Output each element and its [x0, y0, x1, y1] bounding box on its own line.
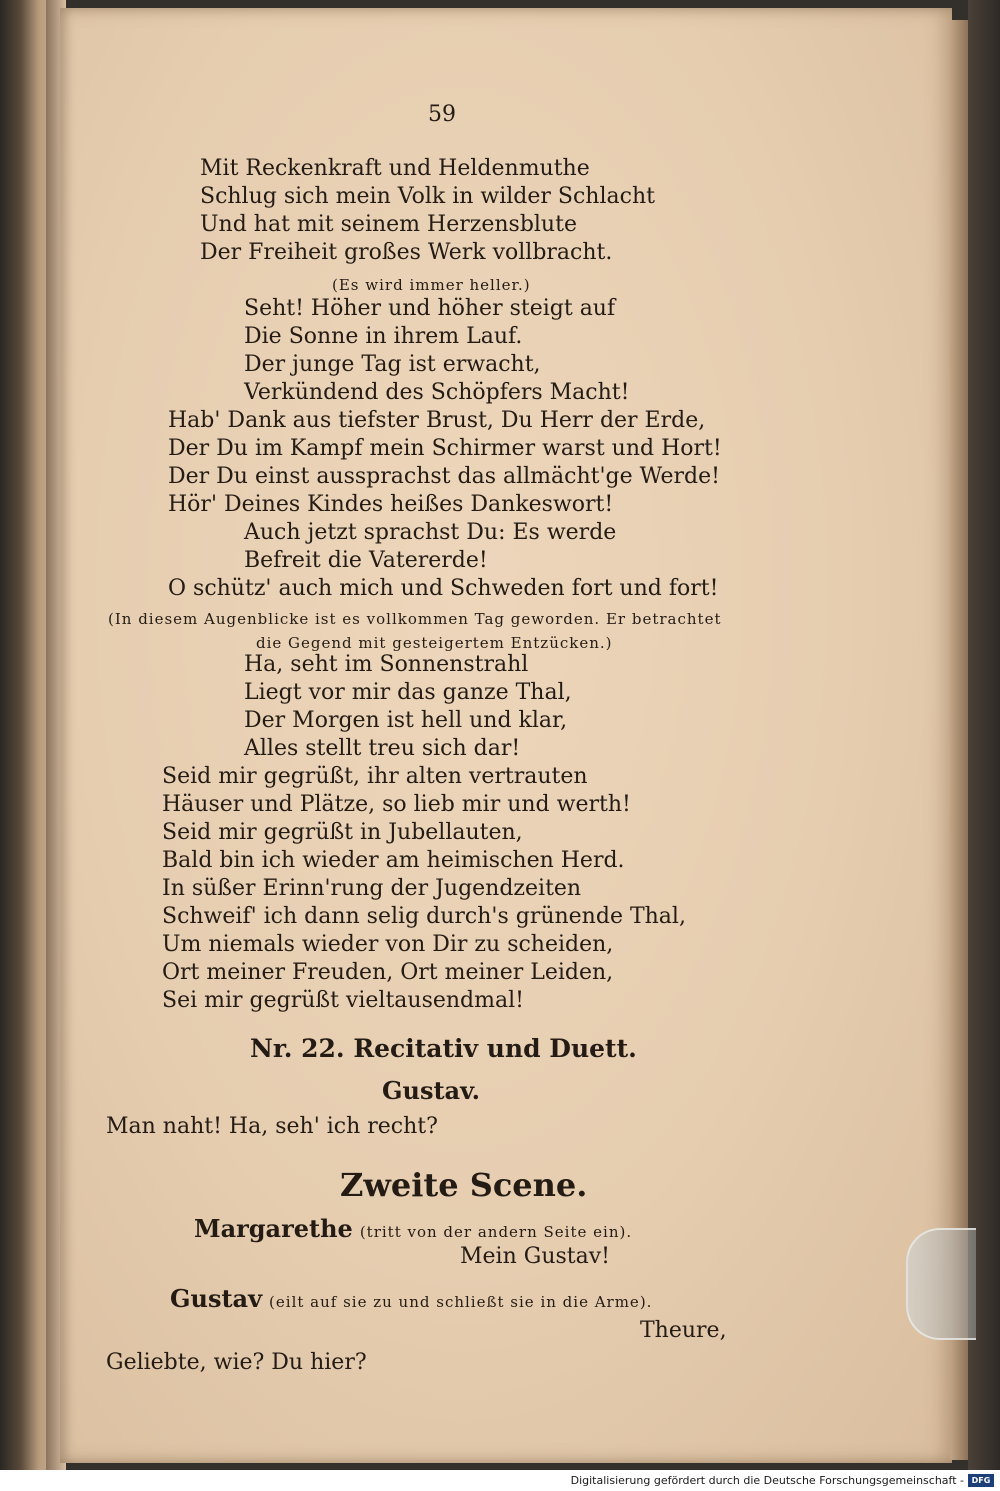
- verse-line: O schütz' auch mich und Schweden fort und fort!: [168, 576, 719, 601]
- page-number: 59: [428, 102, 456, 127]
- number-heading: Nr. 22. Recitativ und Duett.: [250, 1034, 637, 1063]
- verse-line: Um niemals wieder von Dir zu scheiden,: [162, 932, 614, 957]
- speaker-name: Margarethe: [194, 1214, 353, 1243]
- dialogue-line: Man naht! Ha, seh' ich recht?: [106, 1114, 438, 1139]
- verse-line: Der junge Tag ist erwacht,: [244, 352, 541, 377]
- verse-line: Hör' Deines Kindes heißes Dankeswort!: [168, 492, 614, 517]
- dialogue-line: Mein Gustav!: [460, 1244, 611, 1269]
- verse-line: Liegt vor mir das ganze Thal,: [244, 680, 572, 705]
- dialogue-line: Geliebte, wie? Du hier?: [106, 1350, 367, 1375]
- footer-credit: [0, 1470, 1000, 1491]
- verse-line: Auch jetzt sprachst Du: Es werde: [244, 520, 617, 545]
- verse-line: Seht! Höher und höher steigt auf: [244, 296, 616, 321]
- verse-line: Schlug sich mein Volk in wilder Schlacht: [200, 184, 655, 209]
- verse-line: Seid mir gegrüßt in Jubellauten,: [162, 820, 523, 845]
- verse-line: Befreit die Vatererde!: [244, 548, 488, 573]
- verse-line: Schweif' ich dann selig durch's grünende Thal,: [162, 904, 686, 929]
- verse-line: Hab' Dank aus tiefster Brust, Du Herr der Erde,: [168, 408, 706, 433]
- speaker-name: Gustav: [170, 1284, 263, 1313]
- verse-line: Und hat mit seinem Herzensblute: [200, 212, 577, 237]
- scene-title: Zweite Scene.: [340, 1166, 588, 1204]
- verse-line: Bald bin ich wieder am heimischen Herd.: [162, 848, 625, 873]
- speaker-name: Gustav.: [382, 1076, 480, 1105]
- stage-direction: (In diesem Augenblicke ist es vollkommen Tag geworden. Er betrachtet: [108, 610, 722, 628]
- verse-line: Verkündend des Schöpfers Macht!: [244, 380, 630, 405]
- verse-line: Der Freiheit großes Werk vollbracht.: [200, 240, 613, 265]
- verse-line: Ha, seht im Sonnenstrahl: [244, 652, 529, 677]
- stage-direction: (eilt auf sie zu und schließt sie in die Arme).: [269, 1293, 653, 1311]
- book-spine-left: [0, 0, 52, 1470]
- verse-line: Häuser und Plätze, so lieb mir und werth!: [162, 792, 631, 817]
- verse-line: Ort meiner Freuden, Ort meiner Leiden,: [162, 960, 614, 985]
- verse-line: Seid mir gegrüßt, ihr alten vertrauten: [162, 764, 588, 789]
- verse-line: Mit Reckenkraft und Heldenmuthe: [200, 156, 590, 181]
- dfg-logo: DFG: [968, 1474, 994, 1487]
- verse-line: Die Sonne in ihrem Lauf.: [244, 324, 523, 349]
- verse-line: Sei mir gegrüßt vieltausendmal!: [162, 988, 524, 1013]
- verse-line: Der Du einst aussprachst das allmächt'ge Werde!: [168, 464, 720, 489]
- verse-line: Alles stellt treu sich dar!: [244, 736, 521, 761]
- verse-line: In süßer Erinn'rung der Jugendzeiten: [162, 876, 582, 901]
- footer-text: Digitalisierung gefördert durch die Deutsche Forschungsgemeinschaft -: [570, 1474, 964, 1487]
- dialogue-line: Theure,: [640, 1318, 727, 1343]
- stage-direction: (tritt von der andern Seite ein).: [359, 1223, 633, 1241]
- stage-direction: (Es wird immer heller.): [332, 276, 531, 294]
- verse-line: Der Du im Kampf mein Schirmer warst und Hort!: [168, 436, 722, 461]
- page-clip: [906, 1228, 976, 1340]
- stage-direction: die Gegend mit gesteigertem Entzücken.): [256, 634, 613, 652]
- verse-line: Der Morgen ist hell und klar,: [244, 708, 568, 733]
- speaker-line: [194, 1216, 632, 1245]
- speaker-line: [170, 1286, 652, 1315]
